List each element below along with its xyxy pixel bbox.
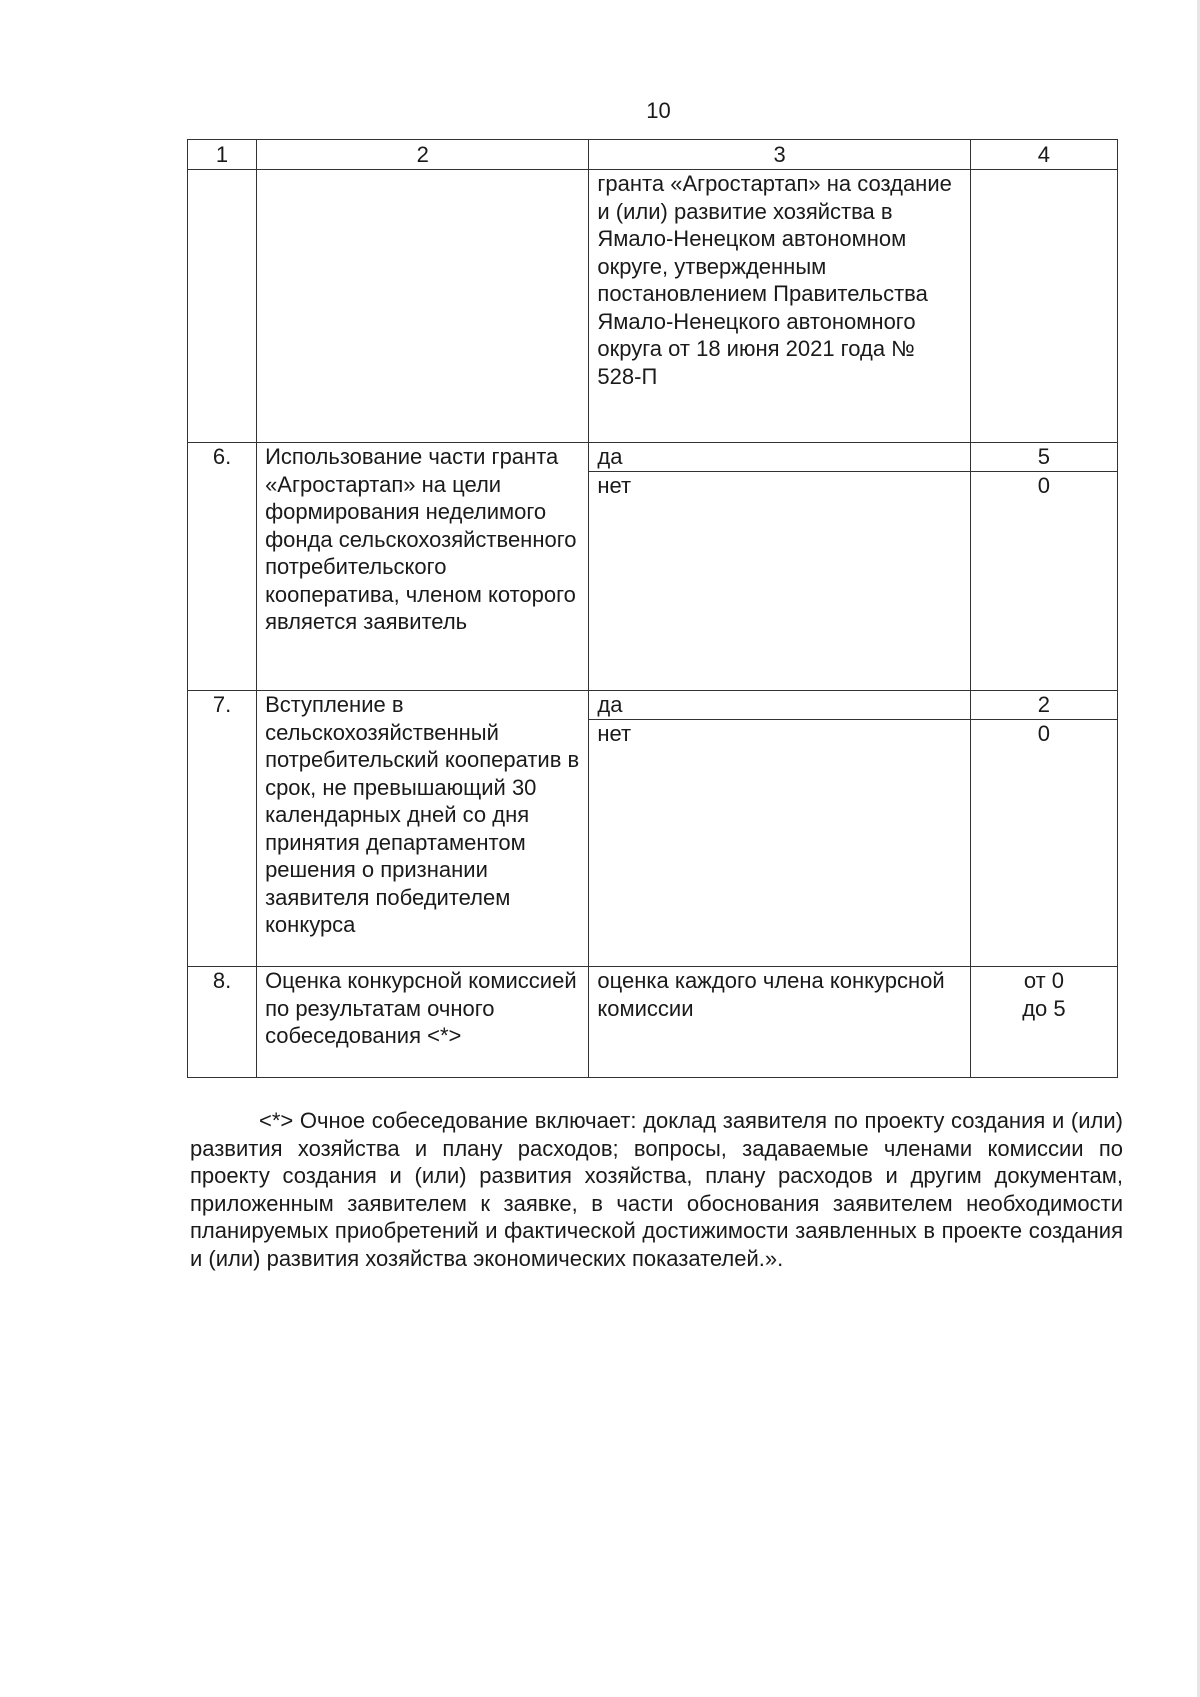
table-row	[188, 967, 1118, 1078]
criterion-cell	[257, 170, 589, 443]
score-range	[970, 967, 1117, 1078]
score-no: 0	[1037, 721, 1051, 746]
row-num-cell	[188, 170, 257, 443]
row-number: 7.	[188, 691, 257, 967]
option-no: нет	[597, 721, 632, 746]
header-col-3: 3	[589, 140, 970, 170]
score-to: до 5	[1022, 995, 1066, 1021]
row-number: 8.	[188, 967, 257, 1078]
option-yes: да	[589, 443, 969, 472]
header-col-2: 2	[257, 140, 589, 170]
page-number: 10	[646, 98, 671, 123]
score-yes: 2	[971, 691, 1117, 720]
options-cell	[589, 443, 970, 691]
option-yes: да	[589, 691, 969, 720]
scores-cell	[970, 691, 1117, 967]
header-col-1: 1	[188, 140, 257, 170]
scores-cell	[970, 443, 1117, 691]
criterion-text: Вступление в сельскохозяйственный потребительский кооператив в срок, не превышающий 30 календарных дней со дня принятия департаментом решения о признании заявителя победителем конкурса	[257, 691, 589, 967]
score-yes: 5	[971, 443, 1117, 472]
score-from: от 0	[1023, 968, 1064, 993]
option-no: нет	[597, 473, 632, 498]
option-text: оценка каждого члена конкурсной комиссии	[589, 967, 970, 1078]
table-row-continuation	[188, 170, 1118, 443]
footnote: <*> Очное собеседование включает: доклад заявителя по проекту создания и (или) развития хозяйства и плану расходов; вопросы, задаваемые членами комиссии по проекту создания и (или) развития хозяйства, плану расходов и другим документам, приложенным заявителем к заявке, в части обоснования заявителем необходимости планируемых приобретений и фактической достижимости заявленных в проекте создания и (или) развития хозяйства экономических показателей.».	[190, 1108, 1123, 1271]
criteria-table	[187, 139, 1118, 1078]
criterion-text: Оценка конкурсной комиссией по результатам очного собеседования <*>	[257, 967, 589, 1078]
options-cell	[589, 691, 970, 967]
score-cell	[970, 170, 1117, 443]
table-row	[188, 691, 1118, 967]
header-col-4: 4	[970, 140, 1117, 170]
table-header-row	[188, 140, 1118, 170]
row-number: 6.	[188, 443, 257, 691]
table-row	[188, 443, 1118, 691]
score-no: 0	[1037, 473, 1051, 498]
criterion-text: Использование части гранта «Агростартап» на цели формирования неделимого фонда сельскохозяйственного потребительского кооператива, членом которого является заявитель	[257, 443, 589, 691]
continuation-text: гранта «Агростартап» на создание и (или) развитие хозяйства в Ямало-Ненецком автономном округе, утвержденным постановлением Правительства Ямало-Ненецкого автономного округа от 18 июня 2021 года № 528-П	[589, 170, 970, 443]
